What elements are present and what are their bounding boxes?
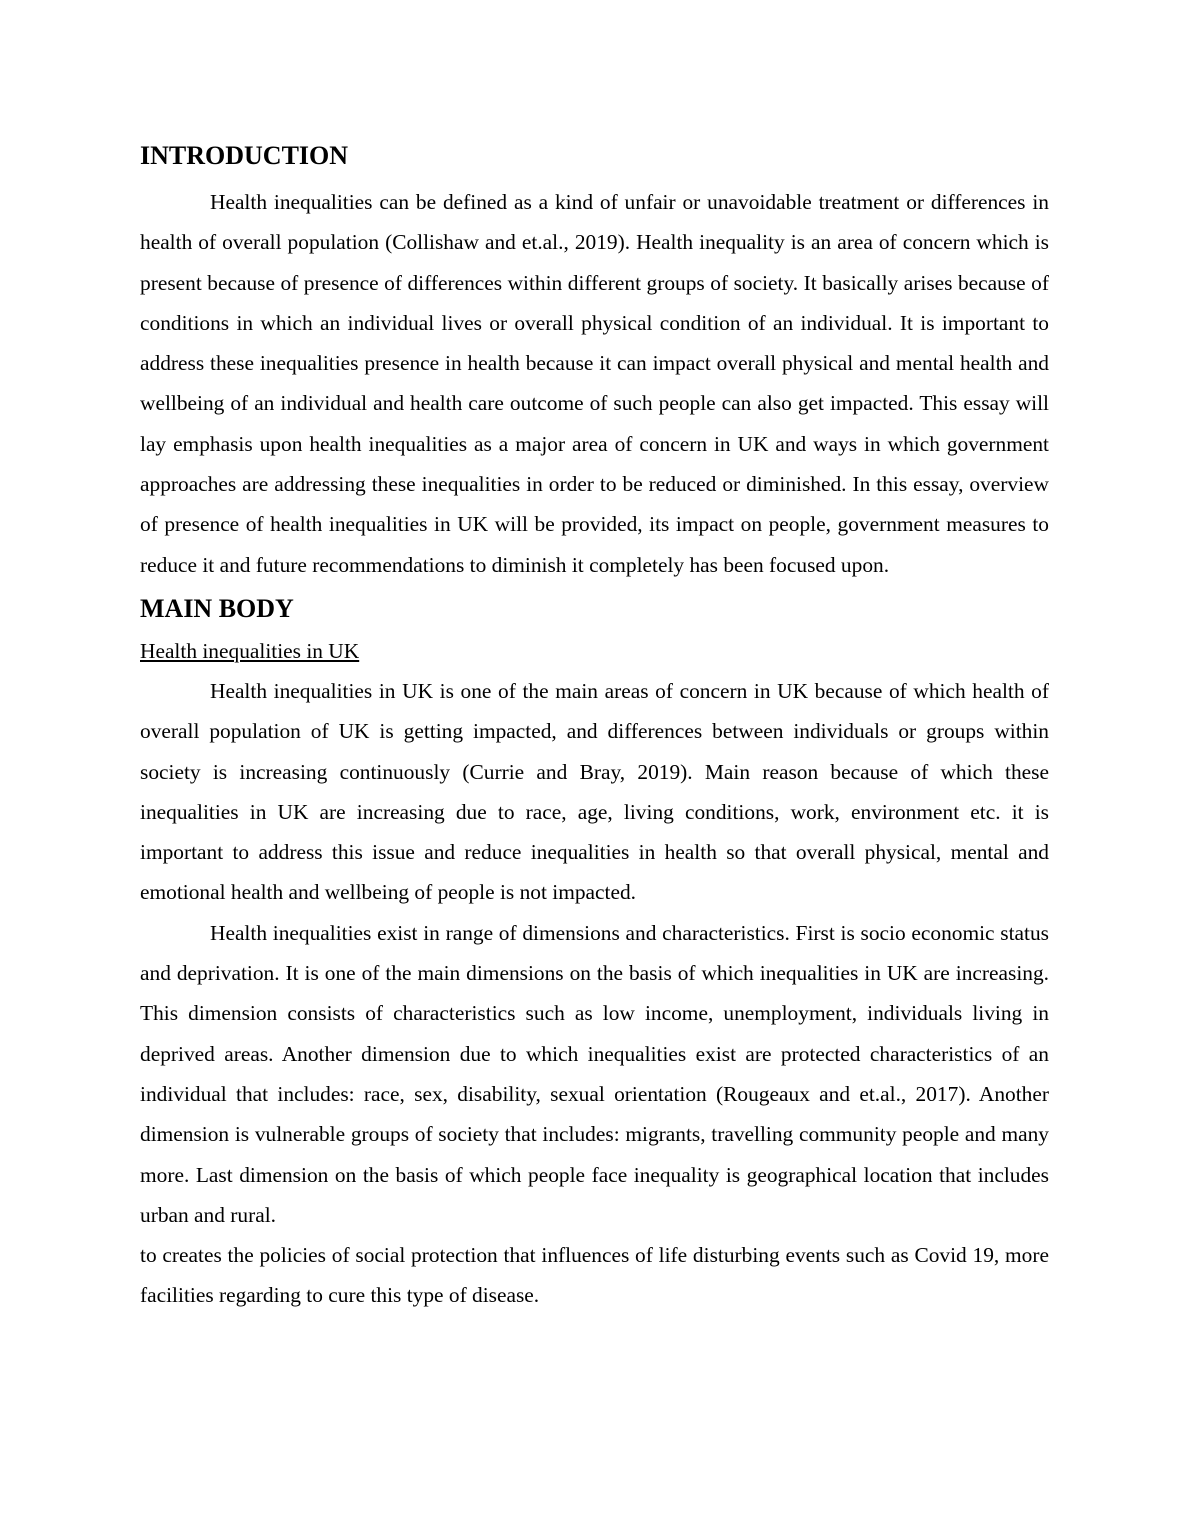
body-paragraph-2: Health inequalities exist in range of dimensions and characteristics. First is socio economic status and deprivation. It is one of the main dimensions on the basis of which inequalities in UK are increasing. This dimension consists of characteristics such as low income, unemployment, individuals living in deprived areas. Another dimension due to which inequalities exist are protected characteristics of an individual that includes: race, sex, disability, sexual orientation (Rougeaux and et.al., 2017). Another dimension is vulnerable groups of society that includes: migrants, travelling community people and many more. Last dimension on the basis of which people face inequality is geographical location that includes urban and rural.: [140, 920, 1049, 1227]
introduction-heading: INTRODUCTION: [140, 141, 349, 170]
section-subheading: Health inequalities in UK: [140, 638, 360, 663]
document-page: [140, 138, 1049, 1316]
body-paragraph-3: to creates the policies of social protection that influences of life disturbing events such as Covid 19, more facilities regarding to cure this type of disease.: [140, 1243, 1049, 1308]
body-paragraph-1: Health inequalities in UK is one of the main areas of concern in UK because of which health of overall population of UK is getting impacted, and differences between individuals or groups within society is increasing continuously (Currie and Bray, 2019). Main reason because of which these inequalities in UK are increasing due to race, age, living conditions, work, environment etc. it is important to address this issue and reduce inequalities in health so that overall physical, mental and emotional health and wellbeing of people is not impacted.: [140, 678, 1049, 905]
main-body-heading: MAIN BODY: [140, 593, 294, 623]
introduction-paragraph: Health inequalities can be defined as a kind of unfair or unavoidable treatment or differences in health of overall population (Collishaw and et.al., 2019). Health inequality is an area of concern which is present because of presence of differences within different groups of society. It basically arises because of conditions in which an individual lives or overall physical condition of an individual. It is important to address these inequalities presence in health because it can impact overall physical and mental health and wellbeing of an individual and health care outcome of such people can also get impacted. This essay will lay emphasis upon health inequalities as a major area of concern in UK and ways in which government approaches are addressing these inequalities in order to be reduced or diminished. In this essay, overview of presence of health inequalities in UK will be provided, its impact on people, government measures to reduce it and future recommendations to diminish it completely has been focused upon.: [140, 190, 1049, 577]
